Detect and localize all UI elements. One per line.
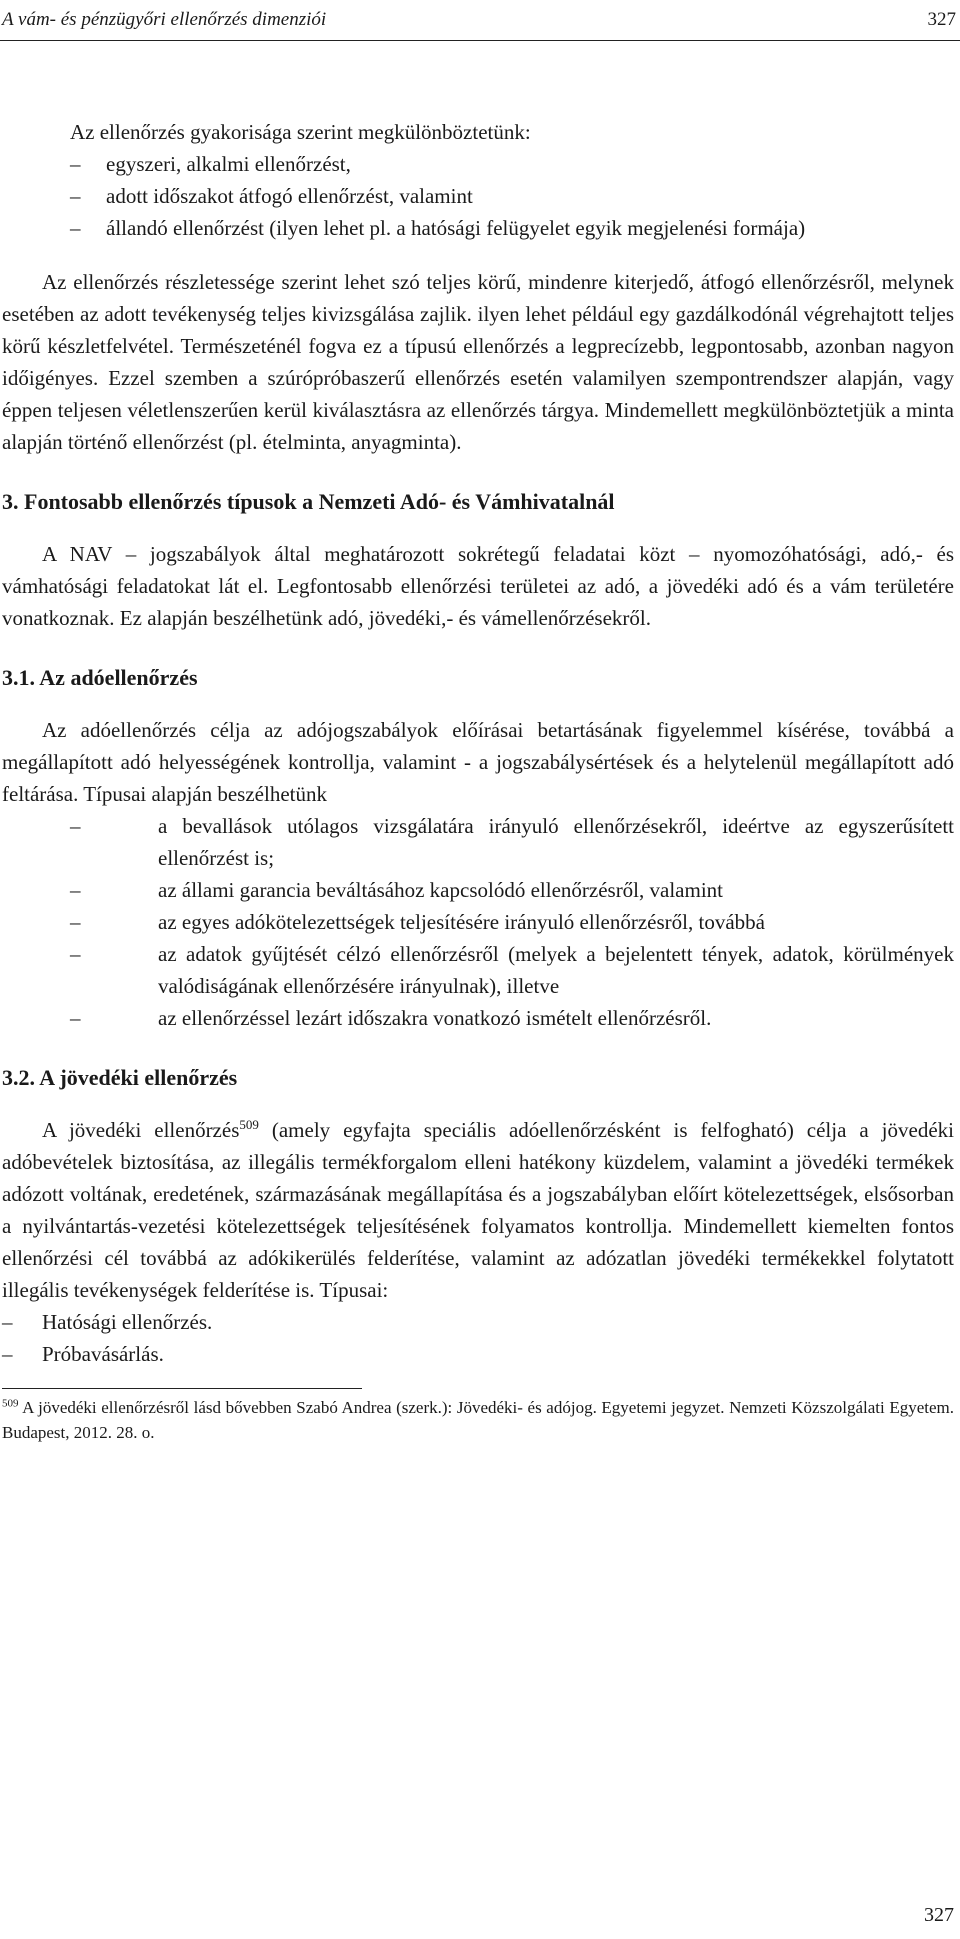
running-title: A vám- és pénzügyőri ellenőrzés dimenziói [2,9,327,30]
list-item: – az egyes adókötelezettségek teljesítésére irányuló ellenőrzésről, továbbá [2,906,954,938]
tax-audit-types-list [2,810,954,1034]
footer-page-number: 327 [924,1904,954,1926]
list-item: – Hatósági ellenőrzés. [2,1306,954,1338]
footnote: $^{509}$ A jövedéki ellenőrzésről lásd bővebben Szabó Andrea (szerk.): Jövedéki- és adójog. Egyetemi jegyzet. Nemzeti Közszolgálati Egyetem. Budapest, 2012. 28. o. [2,1397,954,1442]
running-header [0,0,960,44]
section-3-2-paragraph: A jövedéki ellenőrzés$^{509}$ (amely egyfajta speciális adóellenőrzésként is felfogható) célja a jövedéki adóbevételek biztosítása, az illegális termékforgalom elleni hatékony küzdelem, valamint a jövedéki termékek adózott voltának, eredetének, származásának megállapítása és a jogszabályban előírt kötelezettségek, elsősorban a nyilvántartás-vezetési kötelezettségek teljesítésének folyamatos kontrollja. Mindemellett kiemelten fontos ellenőrzési cél továbbá az adókikerülés felderítése, valamint az adózatlan jövedéki termékekkel folytatott illegális tevékenységek felderítése is. Típusai: [2,1117,954,1302]
dash-bullet: – [2,1310,13,1334]
list-item: – Próbavásárlás. [2,1338,954,1370]
header-page-number: 327 [927,9,956,30]
dash-bullet: – [70,216,81,240]
dash-bullet: – [70,814,81,838]
footnote-reference[interactable]: 509 [239,1117,259,1132]
dash-bullet: – [2,1342,13,1366]
section-3-1-paragraph: Az adóellenőrzés célja az adójogszabályok előírásai betartásának figyelemmel kísérése, továbbá a megállapított adó helyességének kontrollja, valamint - a jogszabálysértések és a helytelenül megállapított adó feltárása. Típusai alapján beszélhetünk [2,718,954,806]
footnote-number: 509 [2,1397,19,1410]
list-item: – az ellenőrzéssel lezárt időszakra vonatkozó ismételt ellenőrzésről. [2,1002,954,1034]
list-item: – állandó ellenőrzést (ilyen lehet pl. a hatósági felügyelet egyik megjelenési formája) [70,212,954,244]
list-item: – az állami garancia beváltásához kapcsolódó ellenőrzésről, valamint [2,874,954,906]
footnote-rule [2,1388,362,1389]
frequency-lead: Az ellenőrzés gyakorisága szerint megkülönböztetünk: [70,120,531,144]
section-3-1-heading: 3.1. Az adóellenőrzés [2,665,198,690]
list-item: – az adatok gyűjtését célzó ellenőrzésről (melyek a bejelentett tények, adatok, körülmények valódiságának ellenőrzésére irányulnak), illetve [2,938,954,1002]
section-3-heading: 3. Fontosabb ellenőrzés típusok a Nemzeti Adó- és Vámhivatalnál [2,489,615,514]
list-item: – egyszeri, alkalmi ellenőrzést, [70,148,954,180]
dash-bullet: – [70,910,81,934]
header-rule [0,40,960,41]
excise-audit-types-list [2,1306,954,1370]
section-3-2-heading: 3.2. A jövedéki ellenőrzés [2,1065,238,1090]
list-item: – adott időszakot átfogó ellenőrzést, valamint [70,180,954,212]
page-body [2,116,954,1445]
list-item: – a bevallások utólagos vizsgálatára irányuló ellenőrzésekről, ideértve az egyszerűsített ellenőrzést is; [2,810,954,874]
detail-paragraph: Az ellenőrzés részletessége szerint lehet szó teljes körű, mindenre kiterjedő, átfogó ellenőrzésről, melynek esetében az adott tevékenység teljes kivizsgálása zajlik. ilyen lehet például egy gazdálkodónál végrehajtott teljes körű készletfelvétel. Természeténél fogva ez a típusú ellenőrzés a legprecízebb, legpontosabb, azonban nagyon időigényes. Ezzel szemben a szúrópróbaszerű ellenőrzés esetén valamilyen szempontrendszer alapján, vagy éppen teljesen véletlenszerűen kerül kiválasztásra az ellenőrzés tárgya. Mindemellett megkülönböztetjük a minta alapján történő ellenőrzést (pl. ételminta, anyagminta). [2,270,954,454]
dash-bullet: – [70,152,81,176]
dash-bullet: – [70,942,81,966]
dash-bullet: – [70,878,81,902]
section-3-paragraph: A NAV – jogszabályok által meghatározott sokrétegű feladatai közt – nyomozóhatósági, adó,- és vámhatósági feladatokat lát el. Legfontosabb ellenőrzési területei az adó, a jövedéki adó és a vám területére vonatkoznak. Ez alapján beszélhetünk adó, jövedéki,- és vámellenőrzésekről. [2,542,954,630]
dash-bullet: – [70,1006,81,1030]
frequency-list [70,148,954,244]
dash-bullet: – [70,184,81,208]
